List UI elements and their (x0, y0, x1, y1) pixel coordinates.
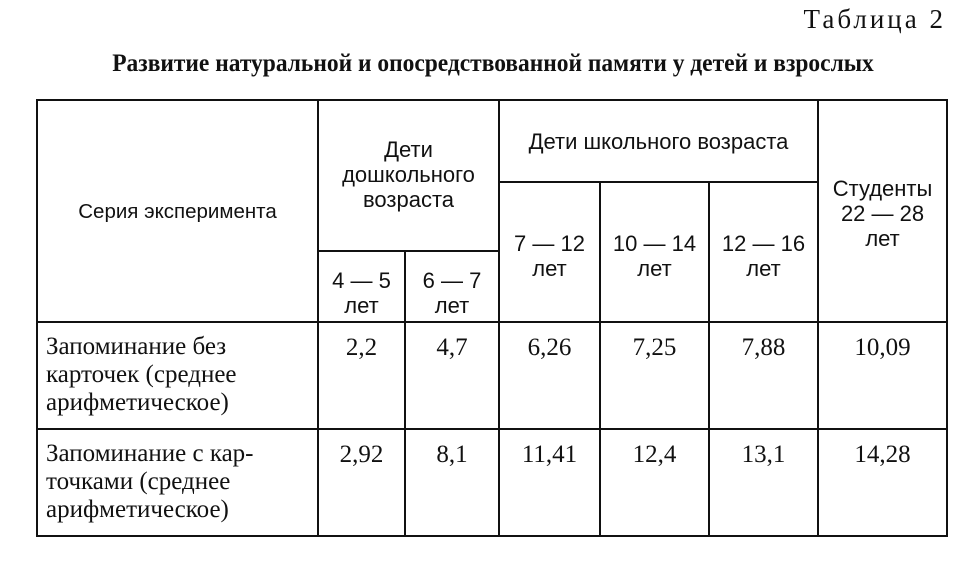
table-cell: 4,7 (405, 322, 499, 429)
table-title: Развитие натуральной и опосредствованной памяти у детей и взрослых (112, 48, 874, 77)
header-school: Дети школьного возраста (499, 100, 818, 182)
memory-table (36, 99, 948, 537)
row-label-with-cards: Запоминание с кар- точками (среднее арифметическое) (37, 429, 318, 536)
header-age-4-5: 4 — 5 лет (318, 251, 405, 322)
header-age-6-7: 6 — 7 лет (405, 251, 499, 322)
table-cell: 12,4 (600, 429, 709, 536)
row-label-without-cards: Запоминание без карточек (среднее арифметическое) (37, 322, 318, 429)
table-cell: 11,41 (499, 429, 600, 536)
header-series: Серия эксперимента (37, 100, 318, 322)
table-cell: 2,92 (318, 429, 405, 536)
table-cell: 7,88 (709, 322, 818, 429)
header-row-1 (37, 100, 947, 182)
header-age-12-16: 12 — 16 лет (709, 182, 818, 322)
header-students: Студенты 22 — 28 лет (818, 100, 947, 322)
table-row (37, 322, 947, 429)
table-cell: 6,26 (499, 322, 600, 429)
header-age-7-12: 7 — 12 лет (499, 182, 600, 322)
header-age-10-14: 10 — 14 лет (600, 182, 709, 322)
table-cell: 13,1 (709, 429, 818, 536)
header-preschool: Дети дошкольного возраста (318, 100, 499, 251)
table-cell: 10,09 (818, 322, 947, 429)
table-cell: 14,28 (818, 429, 947, 536)
table-cell: 2,2 (318, 322, 405, 429)
table-cell: 8,1 (405, 429, 499, 536)
table-row (37, 429, 947, 536)
table-caption: Таблица 2 (803, 4, 946, 34)
table-cell: 7,25 (600, 322, 709, 429)
